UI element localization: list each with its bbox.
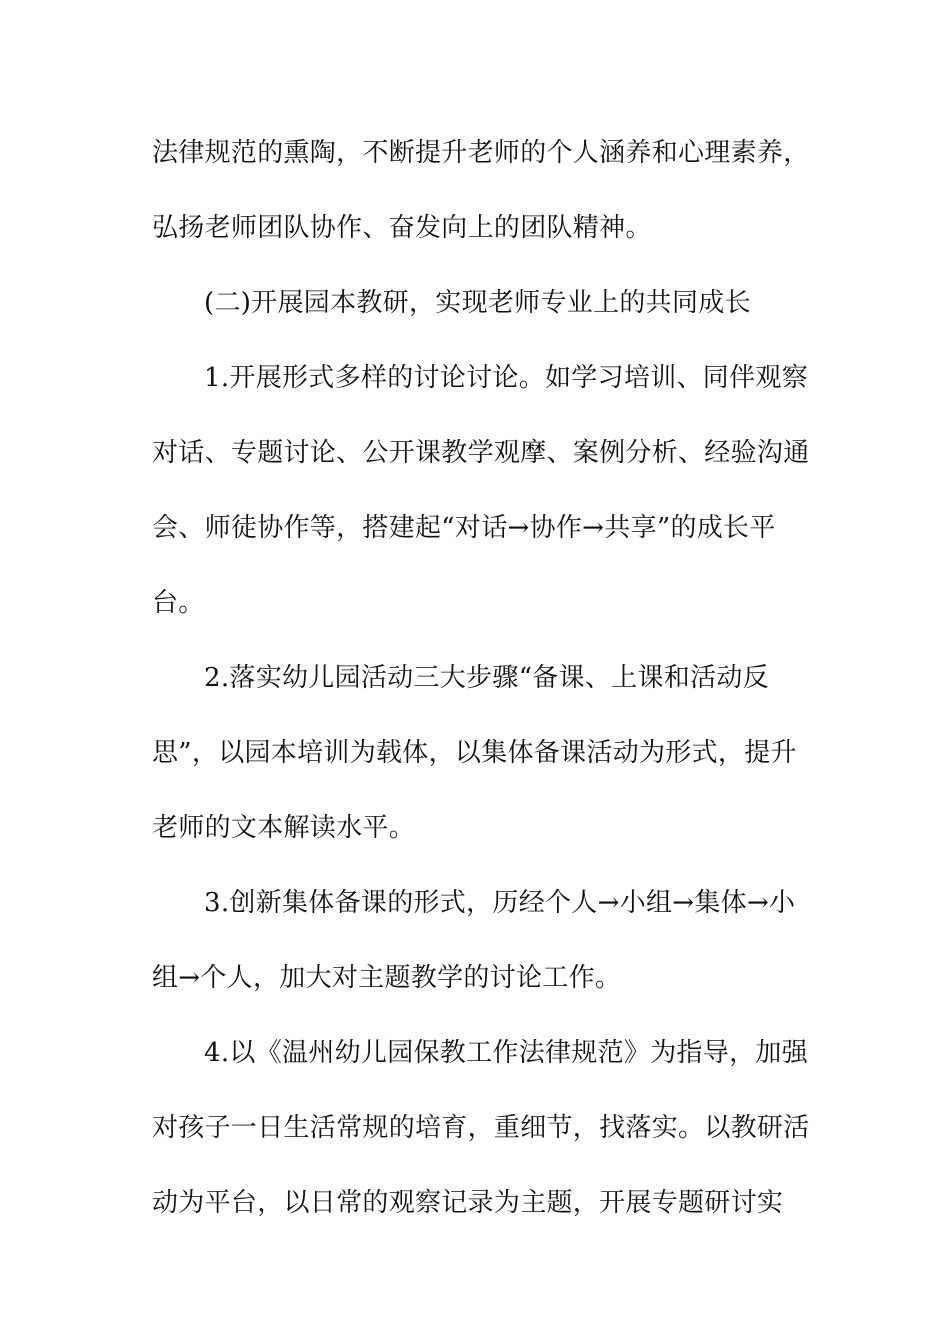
text-line-8: 2.落实幼儿园活动三大步骤“备课、上课和活动反 (204, 663, 769, 693)
text-line-9: 思”，以园本培训为载体，以集体备课活动为形式，提升 (152, 738, 797, 768)
text-line-7: 台。 (152, 588, 205, 618)
text-line-15: 动为平台，以日常的观察记录为主题，开展专题研讨实 (152, 1188, 784, 1218)
text-line-2: 弘扬老师团队协作、奋发向上的团队精神。 (152, 213, 652, 243)
text-line-4: 1.开展形式多样的讨论讨论。如学习培训、同伴观察 (204, 363, 809, 393)
text-line-13: 4.以《温州幼儿园保教工作法律规范》为指导，加强 (204, 1038, 809, 1068)
text-line-14: 对孩子一日生活常规的培育，重细节，找落实。以教研活 (152, 1113, 810, 1143)
section-heading: (二)开展园本教研，实现老师专业上的共同成长 (204, 288, 751, 318)
text-line-1: 法律规范的熏陶，不断提升老师的个人涵养和心理素养， (152, 138, 810, 168)
document-body (152, 127, 810, 1252)
text-line-10: 老师的文本解读水平。 (152, 813, 416, 843)
text-line-11: 3.创新集体备课的形式，历经个人→小组→集体→小 (204, 888, 796, 918)
text-line-5: 对话、专题讨论、公开课教学观摩、案例分析、经验沟通 (152, 438, 810, 468)
text-line-12: 组→个人，加大对主题教学的讨论工作。 (152, 963, 622, 993)
text-line-6: 会、师徒协作等，搭建起“对话→协作→共享”的成长平 (152, 513, 776, 543)
